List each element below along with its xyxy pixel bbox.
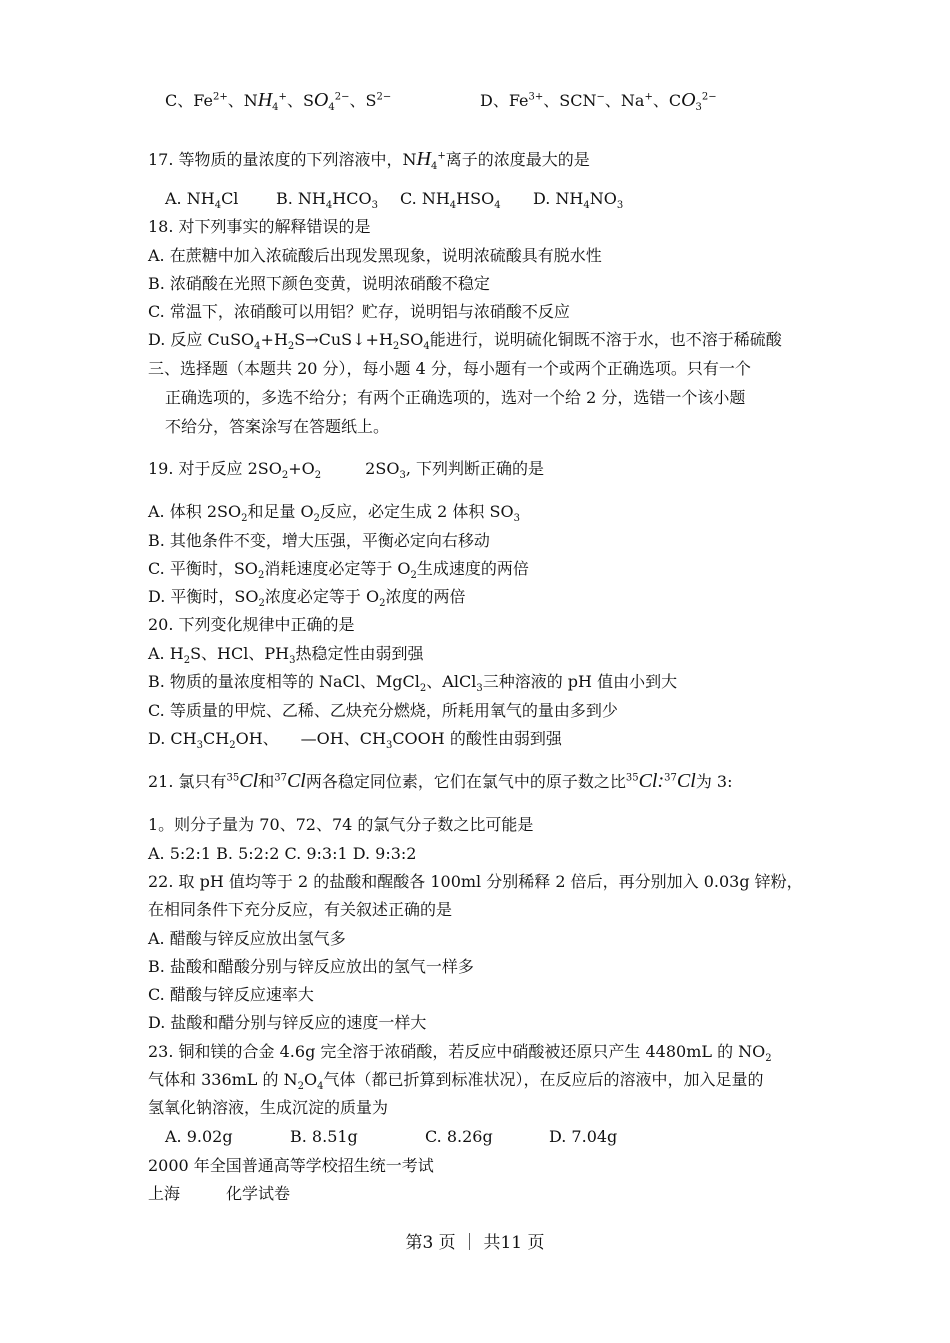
q22-option-c: C. 醋酸与锌反应速率大 [148, 985, 314, 1004]
exam-title-line: 2000 年全国普通高等学校招生统一考试 [148, 1156, 434, 1175]
q23-line3: 氢氧化钠溶液，生成沉淀的质量为 [148, 1098, 389, 1117]
q23-line1: 23. 铜和镁的合金 4.6g 完全溶于浓硝酸，若反应中硝酸被还原只产生 4480mL 的 $NO_2$ [148, 1042, 772, 1065]
q18-option-b: B. 浓硝酸在光照下颜色变黄，说明浓硝酸不稳定 [148, 274, 490, 293]
q19-option-a: A. 体积 $2SO_2$和足量 $O_2$反应，必定生成 2 体积 $SO_3$ [148, 502, 520, 525]
q22-line1: 22. 取 pH 值均等于 2 的盐酸和醒酸各 100ml 分别稀释 2 倍后，再分别加入 0.03g 锌粉， [148, 872, 803, 891]
q23-option-d: D. 7.04g [549, 1127, 618, 1146]
q20-option-d: D. $CH_3CH_2OH$、 —OH、$CH_3COOH$ 的酸性由弱到强 [148, 729, 562, 752]
q23-option-b: B. 8.51g [290, 1127, 358, 1146]
q19-option-c: C. 平衡时，$SO_2$消耗速度必定等于 $O_2$生成速度的两倍 [148, 559, 529, 582]
q23-option-c: C. 8.26g [425, 1127, 493, 1146]
q18-option-a: A. 在蔗糖中加入浓硫酸后出现发黑现象，说明浓硫酸具有脱水性 [148, 246, 602, 265]
section3-line3: 不给分，答案涂写在答题纸上。 [165, 417, 390, 436]
q17-option-c: C. $NH_4HSO_4$ [400, 189, 501, 212]
q16-option-c: C、$Fe^{2+}$、$NH_4^+$、$SO_4^{2-}$、$S^{2-}$ [165, 89, 392, 114]
q21-stem: 21. 氯只有$^{35}$Cl和$^{37}$Cl两各稳定同位素，它们在氯气中的原子数之比$^{35}$Cl:$^{37}$Cl为 3: [148, 770, 733, 792]
q17-option-a: A. $NH_4Cl$ [165, 189, 239, 212]
q18-option-d: D. 反应 $CuSO_4+H_2S\to CuS↓+H_2SO_4$能进行，说明硫化铜既不溶于水，也不溶于稀硫酸 [148, 330, 782, 353]
q17-option-b: B. $NH_4HCO_3$ [276, 189, 378, 212]
section3-line1: 三、选择题（本题共 20 分），每小题 4 分，每小题有一个或两个正确选项。只有一个 [148, 359, 751, 378]
exam-place: 上海 [148, 1184, 181, 1203]
q22-option-a: A. 醋酸与锌反应放出氢气多 [148, 929, 346, 948]
q21-options: A. 5:2:1 B. 5:2:2 C. 9:3:1 D. 9:3:2 [148, 844, 417, 863]
q23-option-a: A. 9.02g [165, 1127, 233, 1146]
q19-option-b: B. 其他条件不变，增大压强，平衡必定向右移动 [148, 531, 490, 550]
q17-stem: 17. 等物质的量浓度的下列溶液中，$NH_4^+$离子的浓度最大的是 [148, 148, 590, 173]
q16-option-d: D、$Fe^{3+}$、SCN−、Na+、$CO_3^{2-}$ [480, 89, 717, 114]
q20-stem: 20. 下列变化规律中正确的是 [148, 615, 355, 634]
q18-option-c: C. 常温下，浓硝酸可以用铝？贮存，说明铝与浓硝酸不反应 [148, 302, 570, 321]
q19-option-d: D. 平衡时，$SO_2$浓度必定等于 $O_2$浓度的两倍 [148, 587, 466, 610]
section3-line2: 正确选项的，多选不给分；有两个正确选项的，选对一个给 2 分，选错一个该小题 [165, 388, 746, 407]
q20-option-b: B. 物质的量浓度相等的 NaCl、MgCl$_2$、AlCl$_3$三种溶液的 pH 值由小到大 [148, 672, 678, 695]
q18-stem: 18. 对下列事实的解释错误的是 [148, 217, 371, 236]
page-number: 第3 页 ｜ 共11 页 [405, 1233, 545, 1253]
q21-line2: 1。则分子量为 70、72、74 的氯气分子数之比可能是 [148, 815, 534, 834]
q20-option-c: C. 等质量的甲烷、乙稀、乙炔充分燃烧，所耗用氧气的量由多到少 [148, 701, 618, 720]
exam-subject: 化学试卷 [226, 1184, 291, 1203]
q22-option-d: D. 盐酸和醋分别与锌反应的速度一样大 [148, 1013, 427, 1032]
q22-option-b: B. 盐酸和醋酸分别与锌反应放出的氢气一样多 [148, 957, 474, 976]
q17-option-d: D. $NH_4NO_3$ [533, 189, 624, 212]
q19-stem: 19. 对于反应 $2SO_2+O_2$ $2SO_3$, 下列判断正确的是 [148, 459, 544, 482]
q22-line2: 在相同条件下充分反应，有关叙述正确的是 [148, 900, 453, 919]
q23-line2: 气体和 336mL 的 $N_2O_4$气体（都已折算到标准状况），在反应后的溶液中，加入足量的 [148, 1070, 764, 1093]
q20-option-a: A. $H_2S$、HCl、$PH_3$热稳定性由弱到强 [148, 644, 424, 667]
